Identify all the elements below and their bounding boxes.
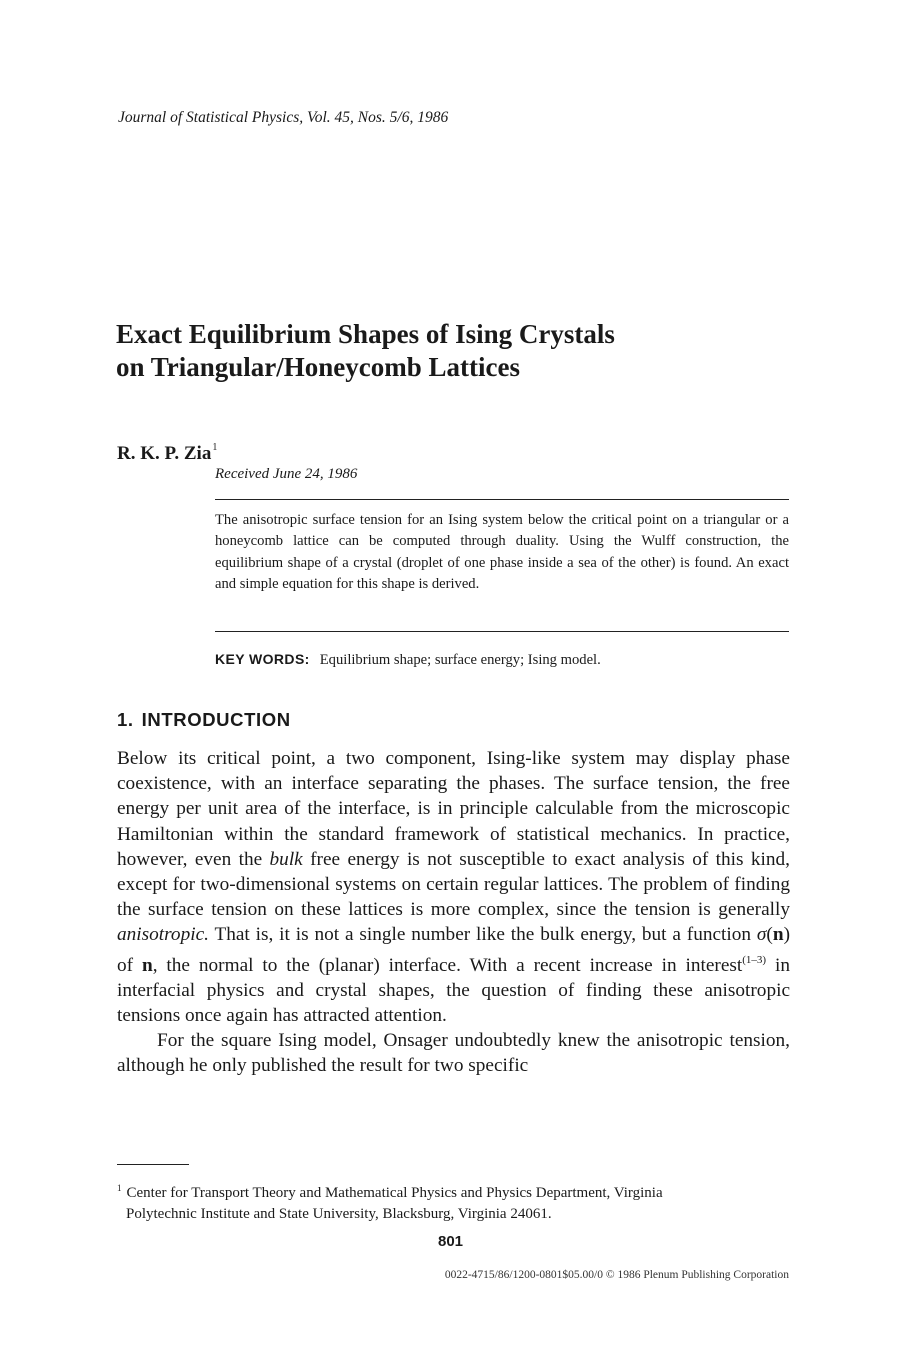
journal-citation: Journal of Statistical Physics, Vol. 45, Nos. 5/6, 1986 [118,109,449,126]
paren-open: ( [766,924,773,946]
text-run: , the normal to the (planar) interface. With a recent increase in interest [152,954,743,976]
emphasis-anisotropic: anisotropic. [117,924,209,946]
keywords-label: KEY WORDS: [215,651,310,667]
abstract-top-rule [215,499,789,500]
footnote-rule [117,1164,189,1165]
text-run: That is, it is not a single number like the bulk energy, but a function [208,924,757,946]
text-run: free energy is not susceptible to exact analysis of this kind, except for two-dimensional systems on certain regular lattices. The problem of finding the surface tension on these lattices is more complex, since the tension is generally [117,848,790,921]
abstract-bottom-rule [215,631,789,632]
section-number: 1. [117,709,134,730]
text-run: of [117,954,142,976]
section-heading [117,709,291,731]
paragraph-2: For the square Ising model, Onsager undoubtedly knew the anisotropic tension, although he only published the result for two specific [117,1030,790,1077]
emphasis-bulk: bulk [269,848,303,870]
author-name [117,442,217,465]
title-line-1: Exact Equilibrium Shapes of Ising Crystals [116,319,615,349]
paragraph-1 [117,746,790,1028]
text-run: in interfacial physics and crystal shapes, the question of finding these anisotropic tensions once again has attracted attention. [117,954,790,1027]
vector-n: n [141,954,153,976]
sigma-symbol: σ [756,924,767,946]
text-run: Below its critical point, a two component, Ising-like system may display phase coexistence, with an interface separating the phases. The surface tension, the free energy per unit area of the interface, is in principle calculable from the microscopic Hamiltonian within the standard framework of statistical mechanics. In practice, however, even the [117,748,790,870]
author-text: R. K. P. Zia [117,443,212,464]
footnote-mark: 1 [117,1183,122,1193]
abstract: The anisotropic surface tension for an Ising system below the critical point on a triangular or a honeycomb lattice can be computed through duality. Using the Wulff construction, the equilibrium shape of a crystal (droplet of one phase inside a sea of the other) is found. An exact and simple equation for this shape is derived. [215,512,789,593]
vector-n: n [772,924,784,946]
footnote-line-2: Polytechnic Institute and State University, Blacksburg, Virginia 24061. [126,1205,552,1222]
citation-ref: (1–3) [742,953,767,966]
title-line-2: on Triangular/Honeycomb Lattices [116,352,520,382]
copyright-line: 0022-4715/86/1200-0801$05.00/0 © 1986 Plenum Publishing Corporation [444,1269,789,1281]
footnote-line-1: Center for Transport Theory and Mathematical Physics and Physics Department, Virginia [126,1185,663,1201]
paren-close: ) [783,924,790,946]
article-title [116,318,615,384]
received-date: Received June 24, 1986 [215,466,358,482]
keywords [215,651,601,669]
page-number: 801 [437,1233,464,1250]
footnote [117,1178,790,1224]
introduction-body [117,746,790,1079]
author-footnote-mark: 1 [212,442,218,453]
keywords-text: Equilibrium shape; surface energy; Ising model. [319,652,601,668]
section-title: INTRODUCTION [141,709,291,730]
